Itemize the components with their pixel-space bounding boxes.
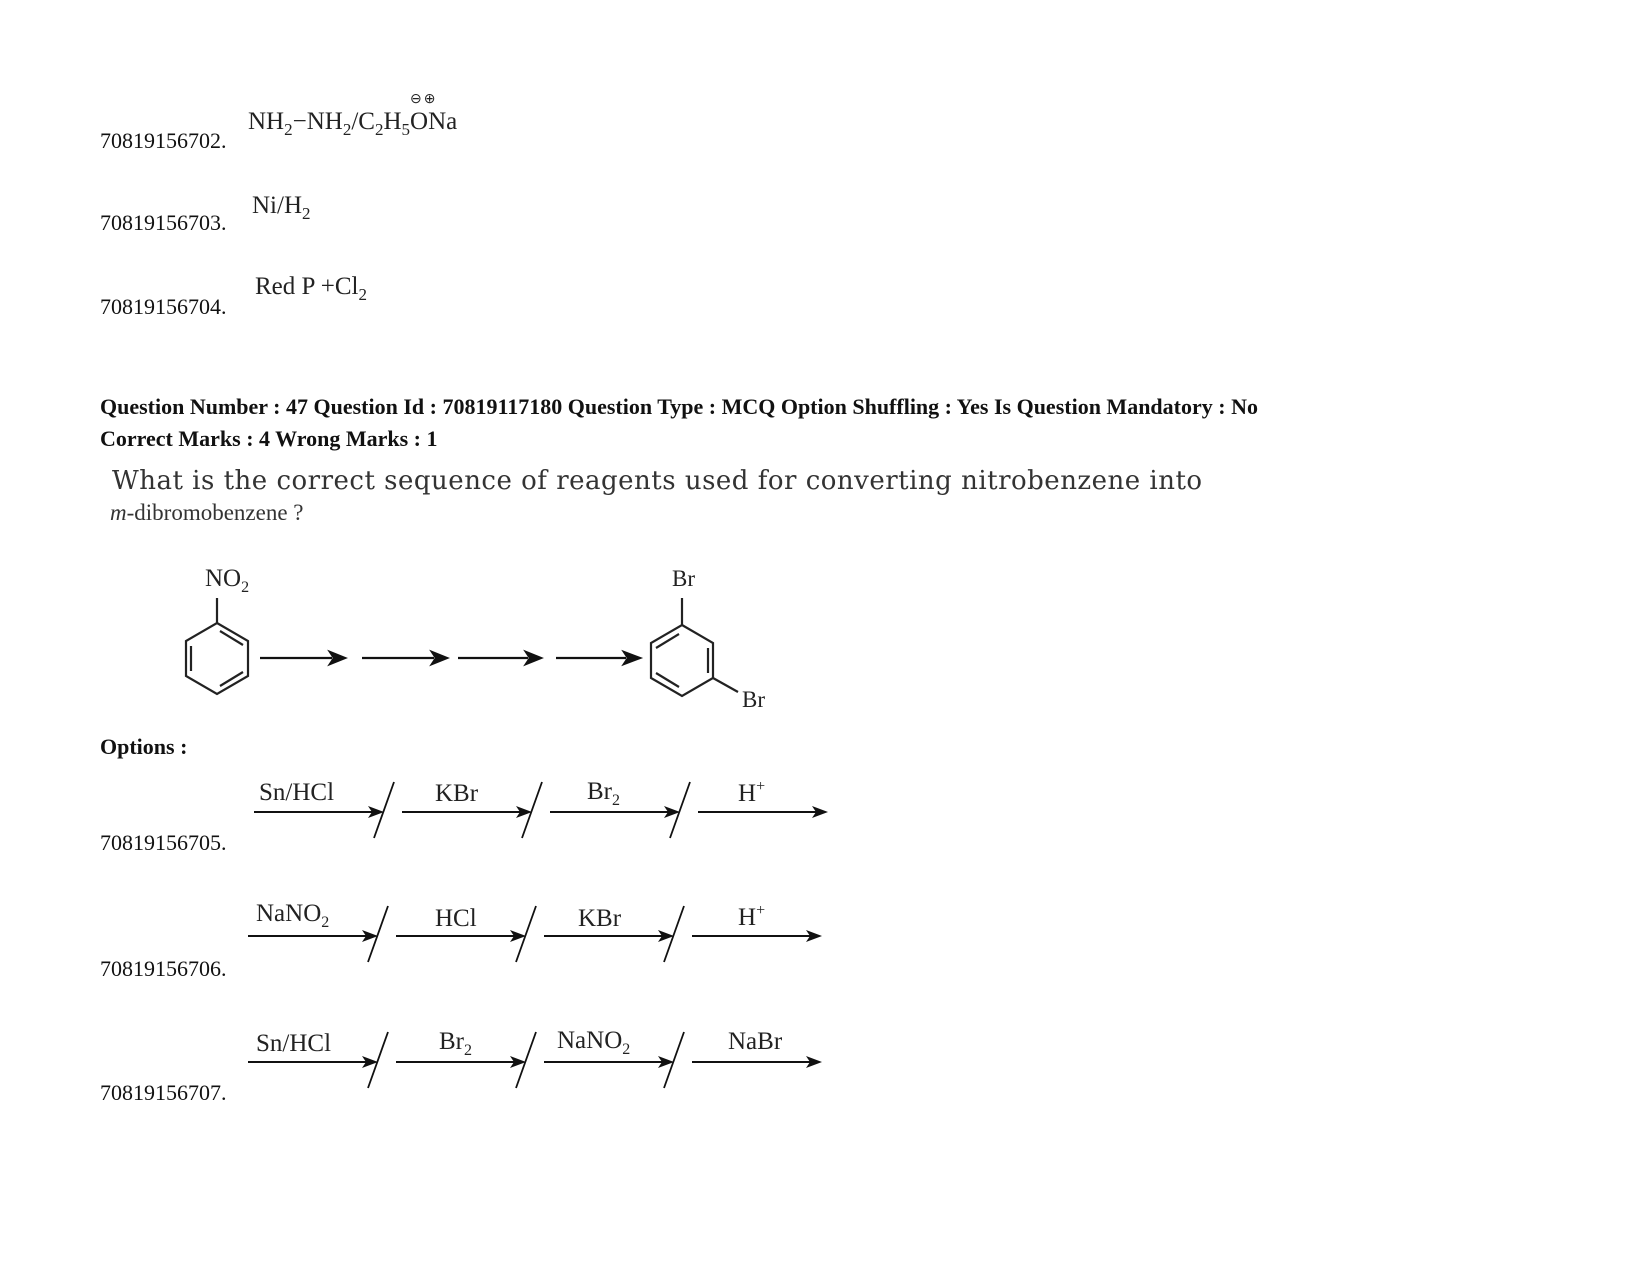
reagent-label: KBr: [435, 780, 479, 807]
option-reagent-formula: Red $P +Cl_2$: [255, 273, 367, 304]
reagent-label: HCl: [435, 905, 477, 932]
bromo-group-label: Br: [672, 566, 695, 591]
reagent-label: NaNO$_2$: [256, 900, 330, 931]
options-label: Options :: [100, 734, 188, 759]
reagent-label: H+: [738, 778, 766, 807]
option-id[interactable]: 70819156706.: [100, 956, 227, 981]
reagent-label: H+: [738, 902, 766, 931]
option-id[interactable]: 70819156707.: [100, 1080, 227, 1105]
option-id: 70819156704.: [100, 294, 227, 319]
reagent-label: $Br_2$: [439, 1028, 472, 1059]
option-reagent-formula: $NH_2-NH_2/C_2H_5$ ⊖⊕ ONa: [248, 92, 458, 139]
question-text: What is the correct sequence of reagents used for converting nitrobenzene into: [112, 466, 1203, 496]
question-meta: Question Number : 47 Question Id : 70819117180 Question Type : MCQ Option Shuffling : Yes Is Question Mandatory : No: [100, 394, 1258, 419]
reagent-label: $Br_2$: [587, 778, 620, 809]
nitro-group-label: $NO_2$: [205, 565, 250, 596]
option-id[interactable]: 70819156705.: [100, 830, 227, 855]
question-marks: Correct Marks : 4 Wrong Marks : 1: [100, 426, 438, 451]
option-reagent-formula: $Ni/H_2$: [252, 192, 311, 223]
bromo-group-label: Br: [742, 687, 765, 712]
reagent-label: KBr: [578, 905, 622, 932]
option-id: 70819156702.: [100, 128, 227, 153]
reagent-label: NaNO$_2$: [557, 1027, 631, 1058]
reagent-label: Sn/HCl: [256, 1030, 332, 1057]
question-text-line2: m-dibromobenzene ?: [110, 500, 304, 525]
option-id: 70819156703.: [100, 210, 227, 235]
reagent-label: Sn/HCl: [259, 779, 335, 806]
reagent-label: NaBr: [728, 1028, 783, 1055]
